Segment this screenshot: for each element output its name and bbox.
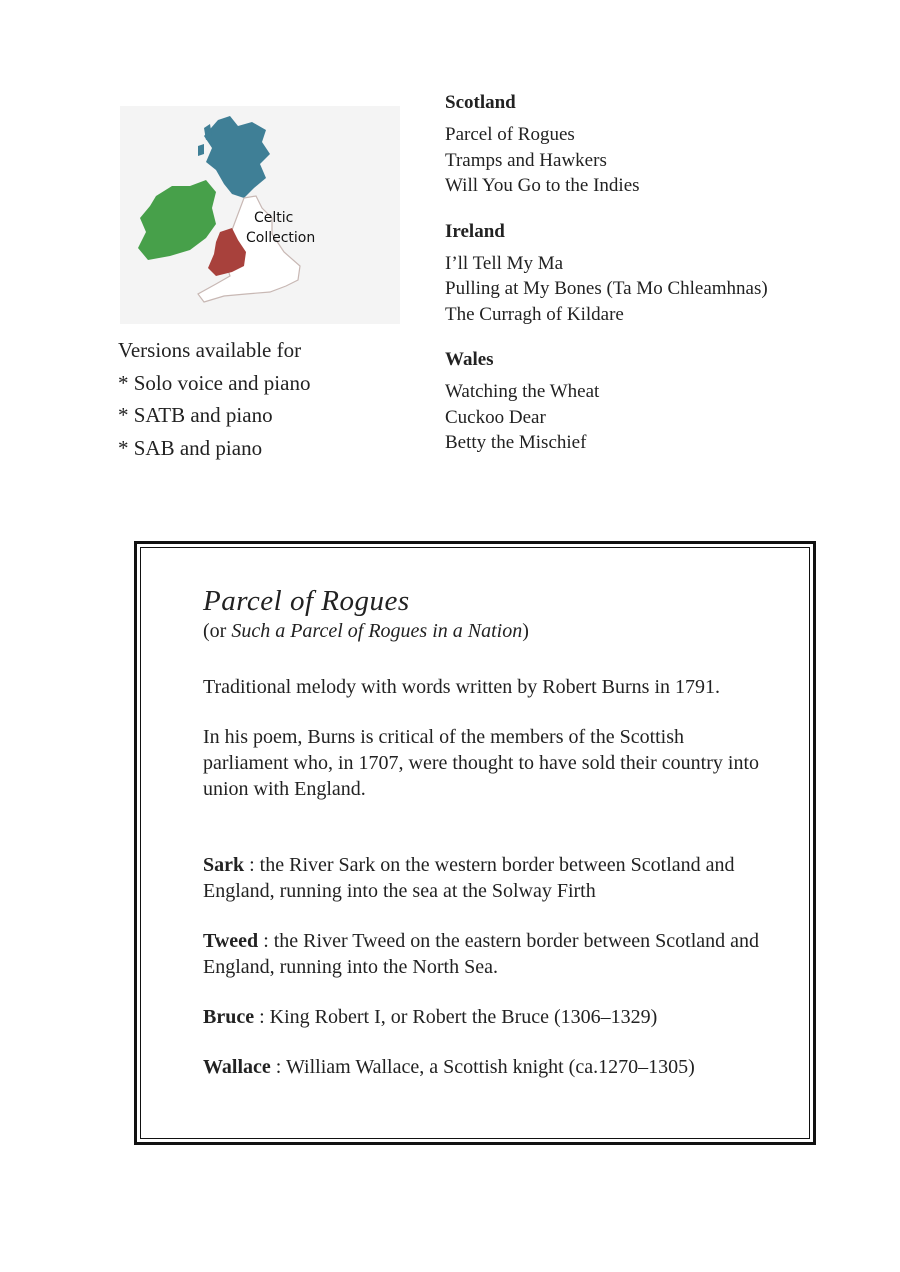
song-item: Will You Go to the Indies [445, 175, 640, 196]
notes-content [203, 584, 769, 1104]
version-item: * SAB and piano [118, 435, 263, 460]
glossary-definition: : William Wallace, a Scottish knight (ca.1270–1305) [270, 1056, 695, 1078]
region-heading: Ireland [445, 220, 505, 242]
song-item: Pulling at My Bones (Ta Mo Chleamhnas) [445, 278, 768, 299]
glossary-entry-sark [203, 852, 769, 904]
region-heading: Wales [445, 349, 494, 370]
context-paragraph: In his poem, Burns is critical of the members of the Scottish parliament who, in 1707, were thought to have sold their country into union with England. [203, 726, 759, 800]
region-heading: Scotland [445, 92, 516, 113]
song-item: Tramps and Hawkers [445, 149, 607, 171]
notes-box [134, 541, 816, 1145]
glossary-entry-bruce [203, 1004, 769, 1030]
song-item: I’ll Tell My Ma [445, 252, 564, 274]
region-wales [445, 347, 768, 456]
versions-list [118, 334, 310, 464]
glossary-definition: : King Robert I, or Robert the Bruce (1306–1329) [254, 1006, 658, 1028]
song-title: Parcel of Rogues [203, 585, 410, 617]
glossary-term: Wallace [203, 1056, 271, 1078]
region-scotland [445, 90, 768, 199]
celtic-collection-logo [120, 106, 400, 324]
subtitle-prefix: (or [203, 620, 232, 642]
glossary-definition: : the River Tweed on the eastern border between Scotland and England, running into the North Sea. [203, 930, 760, 978]
glossary-term: Sark [203, 854, 245, 876]
subtitle-suffix: ) [522, 620, 529, 642]
song-item: The Curragh of Kildare [445, 303, 624, 325]
logo-text-line1: Celtic [254, 210, 294, 226]
song-list [445, 90, 768, 476]
intro-paragraph: Traditional melody with words written by Robert Burns in 1791. [203, 676, 721, 698]
glossary-definition: : the River Sark on the western border between Scotland and England, running into the sea at the Solway Firth [203, 854, 735, 902]
song-item: Betty the Mischief [445, 432, 587, 453]
song-item: Watching the Wheat [445, 381, 600, 402]
glossary-entry-tweed [203, 928, 769, 980]
version-item: * Solo voice and piano [118, 370, 311, 395]
versions-heading: Versions available for [118, 338, 302, 362]
version-item: * SATB and piano [118, 403, 273, 427]
song-item: Parcel of Rogues [445, 124, 575, 145]
notes-box-inner-border [140, 547, 810, 1139]
glossary-entry-wallace [203, 1054, 769, 1080]
song-item: Cuckoo Dear [445, 406, 546, 428]
subtitle-alt-title: Such a Parcel of Rogues in a Nation [231, 620, 523, 642]
region-ireland [445, 219, 768, 328]
glossary-term: Tweed [203, 930, 259, 952]
glossary-term: Bruce [203, 1006, 255, 1028]
song-subtitle [203, 618, 769, 644]
logo-text-line2: Collection [246, 230, 316, 246]
